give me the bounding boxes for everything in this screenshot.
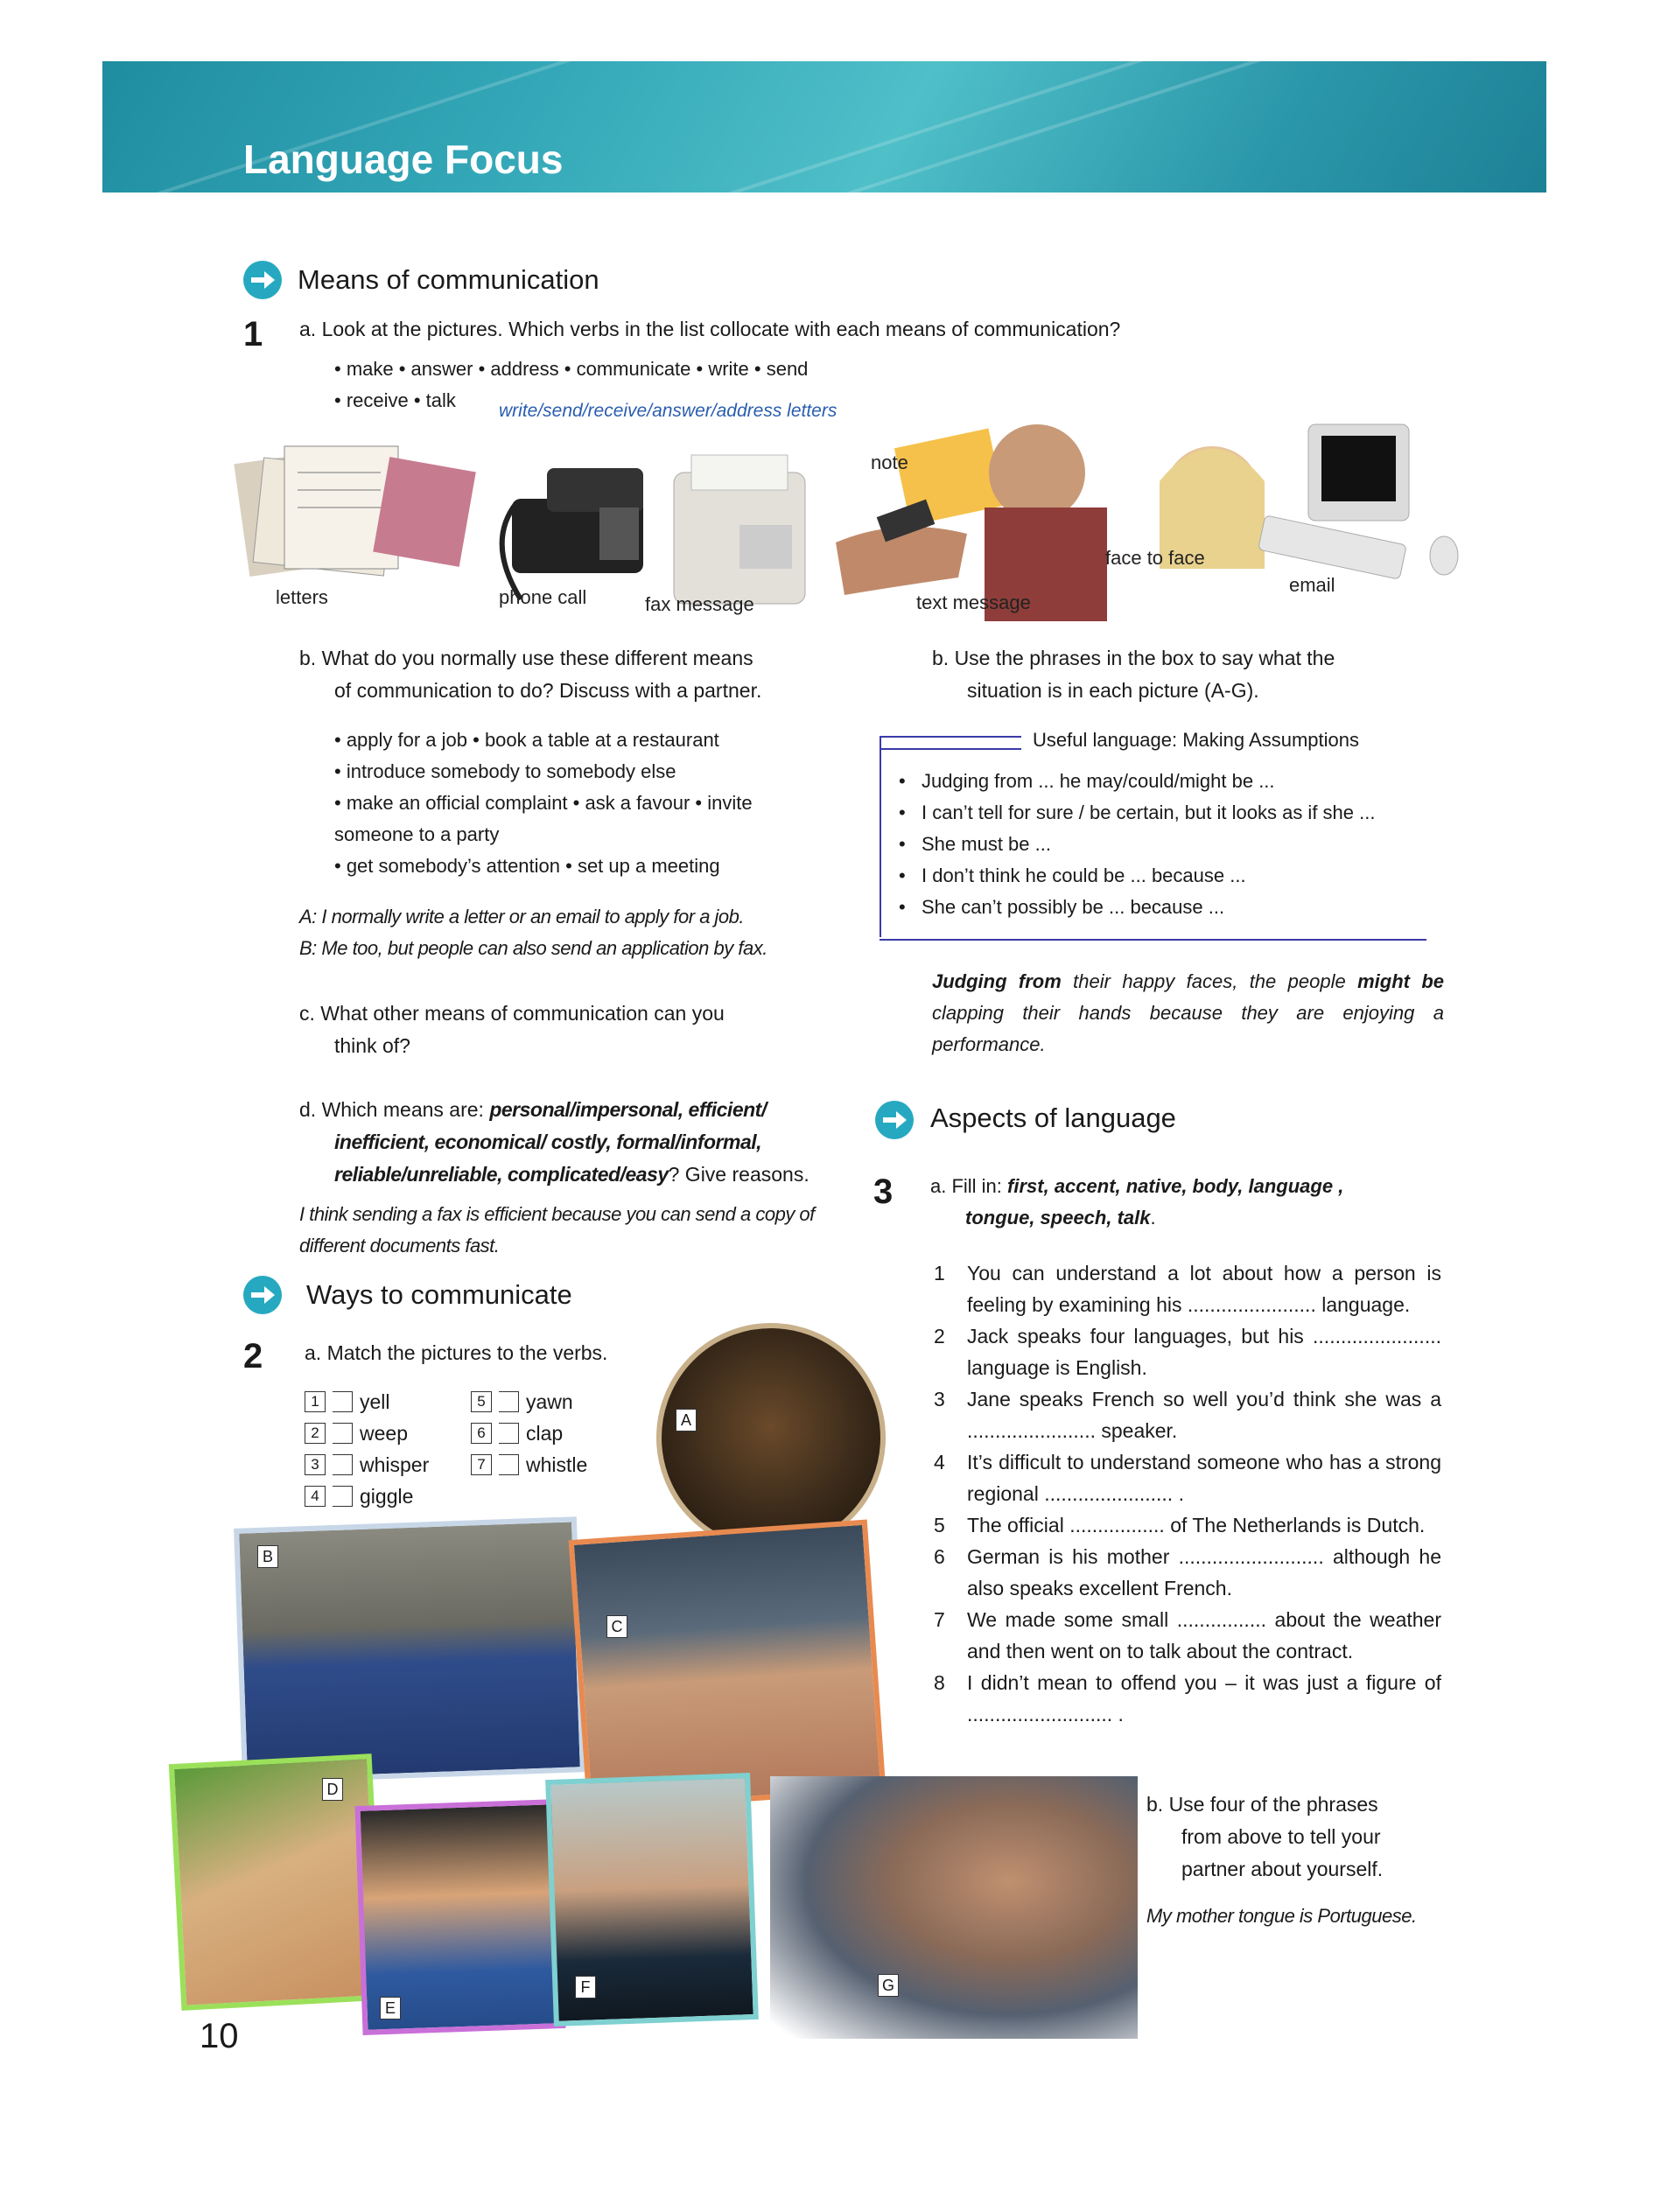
ex-part2: their happy faces, the people xyxy=(1061,970,1358,992)
match-row xyxy=(305,1386,390,1418)
phone-image xyxy=(502,468,643,599)
list-item xyxy=(934,1383,1441,1446)
exercise1a-prompt: a. Look at the pictures. Which verbs in the list collocate with each means of communication? xyxy=(299,318,1121,340)
list-item: • apply for a job • book a table at a restaurant xyxy=(334,729,719,751)
caption-email: email xyxy=(1289,574,1335,596)
letters-image xyxy=(234,445,475,577)
a-lead: a. Fill in: xyxy=(930,1175,1008,1197)
match-row xyxy=(471,1449,587,1480)
exercise3b-example: My mother tongue is Portuguese. xyxy=(1146,1905,1417,1927)
item-text: German is his mother .......................... although he also speaks excellent French. xyxy=(967,1545,1441,1600)
answer-box[interactable] xyxy=(333,1423,353,1444)
section2-heading: Ways to communicate xyxy=(306,1279,572,1310)
picture-label-a: A xyxy=(676,1409,697,1432)
exercise3a-prompt-2 xyxy=(965,1202,1156,1234)
list-item: • She can’t possibly be ... because ... xyxy=(899,892,1424,923)
item-text: The official ................. of The Netherlands is Dutch. xyxy=(967,1514,1426,1536)
handwritten-answer: write/send/receive/answer/address letters xyxy=(499,401,838,421)
d-line3 xyxy=(334,1158,809,1191)
match-verb: yawn xyxy=(526,1390,573,1413)
section-arrow-icon xyxy=(243,1276,282,1314)
picture-d xyxy=(169,1754,384,2011)
item-text: We made some small ................ about the weather and then went on to talk about the contract. xyxy=(967,1608,1441,1662)
item-number: 5 xyxy=(934,1514,945,1536)
d-italic2: inefficient, economical/ costly, formal/informal, xyxy=(334,1130,762,1153)
picture-label-b: B xyxy=(257,1545,278,1568)
section-arrow-icon xyxy=(875,1101,914,1139)
example-b: B: Me too, but people can also send an application by fax. xyxy=(299,937,767,959)
right-b-prompt-1: b. Use the phrases in the box to say what the xyxy=(932,647,1335,669)
caption-note: note xyxy=(871,452,908,473)
email-image xyxy=(1258,424,1458,579)
right-b-prompt-2: situation is in each picture (A-G). xyxy=(967,679,1259,702)
d-example-1: I think sending a fax is efficient because you can send a copy of xyxy=(299,1203,815,1225)
exercise3a-prompt xyxy=(930,1171,1343,1202)
useful-language-box xyxy=(880,729,1426,943)
fill-in-list xyxy=(934,1257,1441,1730)
list-item: • I can’t tell for sure / be certain, but it looks as if she ... xyxy=(899,797,1424,829)
list-item xyxy=(934,1667,1441,1730)
d-tail: ? Give reasons. xyxy=(668,1163,809,1186)
picture-label-g: G xyxy=(878,1974,899,1997)
match-row xyxy=(305,1449,429,1480)
exercise-number-2: 2 xyxy=(243,1337,263,1376)
list-item: • get somebody’s attention • set up a meeting xyxy=(334,855,720,877)
list-item xyxy=(934,1604,1441,1667)
answer-box[interactable] xyxy=(499,1391,519,1412)
ex-part3: might be xyxy=(1357,970,1444,992)
item-number: 8 xyxy=(934,1671,945,1694)
item-text: Jane speaks French so well you’d think she was a ....................... speaker. xyxy=(967,1388,1441,1442)
picture-g xyxy=(770,1776,1138,2039)
exercise-number-1: 1 xyxy=(243,315,263,354)
exercise3b-prompt-2: from above to tell your xyxy=(1181,1825,1381,1848)
useful-language-title: Useful language: Making Assumptions xyxy=(1033,729,1359,751)
picture-label-e: E xyxy=(380,1997,401,2020)
match-verb: giggle xyxy=(360,1485,414,1508)
exercise2a-prompt: a. Match the pictures to the verbs. xyxy=(305,1341,608,1364)
page-number: 10 xyxy=(200,2017,239,2055)
item-number: 4 xyxy=(934,1451,945,1474)
match-verb: weep xyxy=(360,1422,408,1445)
exercise1b-items xyxy=(334,724,753,882)
verb-list-line1: • make • answer • address • communicate • write • send xyxy=(334,358,809,380)
exercise1b-prompt-2: of communication to do? Discuss with a partner. xyxy=(334,679,762,702)
item-text: It’s difficult to understand someone who has a strong regional ....................... . xyxy=(967,1451,1441,1505)
caption-letters: letters xyxy=(276,586,328,608)
exercise1c-prompt-2: think of? xyxy=(334,1034,410,1057)
section1-heading: Means of communication xyxy=(298,264,599,295)
exercise1d-prompt xyxy=(299,1094,842,1126)
list-item: someone to a party xyxy=(334,823,500,845)
match-row xyxy=(471,1418,563,1449)
item-number: 7 xyxy=(934,1608,945,1631)
match-number: 2 xyxy=(305,1423,326,1444)
match-row xyxy=(305,1480,413,1512)
match-row xyxy=(305,1418,408,1449)
d-italic3: reliable/unreliable, complicated/easy xyxy=(334,1163,669,1186)
picture-b xyxy=(234,1516,585,1784)
match-number: 3 xyxy=(305,1454,326,1475)
match-number: 7 xyxy=(471,1454,492,1475)
item-number: 1 xyxy=(934,1262,945,1284)
list-item: • Judging from ... he may/could/might be ... xyxy=(899,766,1424,797)
item-text: I didn’t mean to offend you – it was just a figure of .......................... . xyxy=(967,1671,1441,1726)
list-item xyxy=(934,1446,1441,1509)
assumption-example xyxy=(932,966,1444,1060)
picture-c xyxy=(569,1519,887,1812)
answer-box[interactable] xyxy=(499,1423,519,1444)
list-item: • I don’t think he could be ... because ... xyxy=(899,860,1424,892)
exercise3b-prompt-3: partner about yourself. xyxy=(1181,1858,1384,1880)
caption-face-to-face: face to face xyxy=(1105,547,1205,569)
example-a: A: I normally write a letter or an email to apply for a job. xyxy=(299,906,745,928)
d-lead: d. Which means are: xyxy=(299,1098,490,1121)
item-number: 2 xyxy=(934,1325,945,1348)
picture-a xyxy=(656,1323,886,1552)
list-item: • make an official complaint • ask a favour • invite xyxy=(334,792,753,814)
a-end: . xyxy=(1150,1207,1156,1228)
item-number: 6 xyxy=(934,1545,945,1568)
match-number: 4 xyxy=(305,1486,326,1507)
fax-image xyxy=(674,455,805,604)
list-item xyxy=(934,1509,1441,1541)
caption-text-message: text message xyxy=(916,592,1031,613)
picture-label-c: C xyxy=(606,1615,627,1638)
ex-part4: clapping their hands because they are enjoying a performance. xyxy=(932,1002,1444,1055)
answer-box[interactable] xyxy=(333,1454,353,1475)
item-text: Jack speaks four languages, but his ....................... language is English. xyxy=(967,1325,1441,1379)
exercise-number-3: 3 xyxy=(873,1172,894,1211)
match-number: 1 xyxy=(305,1391,326,1412)
d-example-2: different documents fast. xyxy=(299,1235,500,1256)
page-title: Language Focus xyxy=(243,136,564,182)
verb-list-line2: • receive • talk xyxy=(334,389,456,411)
communication-illustrations xyxy=(232,420,1475,621)
item-text: You can understand a lot about how a person is feeling by examining his ....................... language. xyxy=(967,1262,1441,1316)
match-verb: whistle xyxy=(526,1453,588,1476)
exercise1b-prompt-1: b. What do you normally use these different means xyxy=(299,647,753,669)
list-item xyxy=(934,1320,1441,1383)
section-arrow-icon xyxy=(243,261,282,299)
answer-box[interactable] xyxy=(499,1454,519,1475)
a-words2: tongue, speech, talk xyxy=(965,1207,1151,1228)
list-item: • She must be ... xyxy=(899,829,1424,860)
caption-phone-call: phone call xyxy=(499,586,587,608)
useful-language-list xyxy=(899,766,1424,923)
exercise3b-prompt-1: b. Use four of the phrases xyxy=(1146,1793,1378,1816)
list-item: • introduce somebody to somebody else xyxy=(334,760,676,782)
match-verb: clap xyxy=(526,1422,564,1445)
match-number: 5 xyxy=(471,1391,492,1412)
match-verb: yell xyxy=(360,1390,390,1413)
picture-label-f: F xyxy=(575,1976,596,1998)
answer-box[interactable] xyxy=(333,1391,353,1412)
ex-part1: Judging from xyxy=(932,970,1062,992)
match-verb: whisper xyxy=(360,1453,430,1476)
section3-heading: Aspects of language xyxy=(930,1102,1176,1133)
match-row xyxy=(471,1386,573,1418)
caption-fax-message: fax message xyxy=(645,593,754,615)
answer-box[interactable] xyxy=(333,1486,353,1507)
picture-label-d: D xyxy=(322,1778,343,1801)
list-item xyxy=(934,1541,1441,1604)
item-number: 3 xyxy=(934,1388,945,1410)
a-words1: first, accent, native, body, language , xyxy=(1007,1175,1344,1197)
d-italic1: personal/impersonal, efficient/ xyxy=(489,1098,767,1121)
match-number: 6 xyxy=(471,1423,492,1444)
list-item xyxy=(934,1257,1441,1320)
exercise1c-prompt-1: c. What other means of communication can you xyxy=(299,1002,725,1025)
